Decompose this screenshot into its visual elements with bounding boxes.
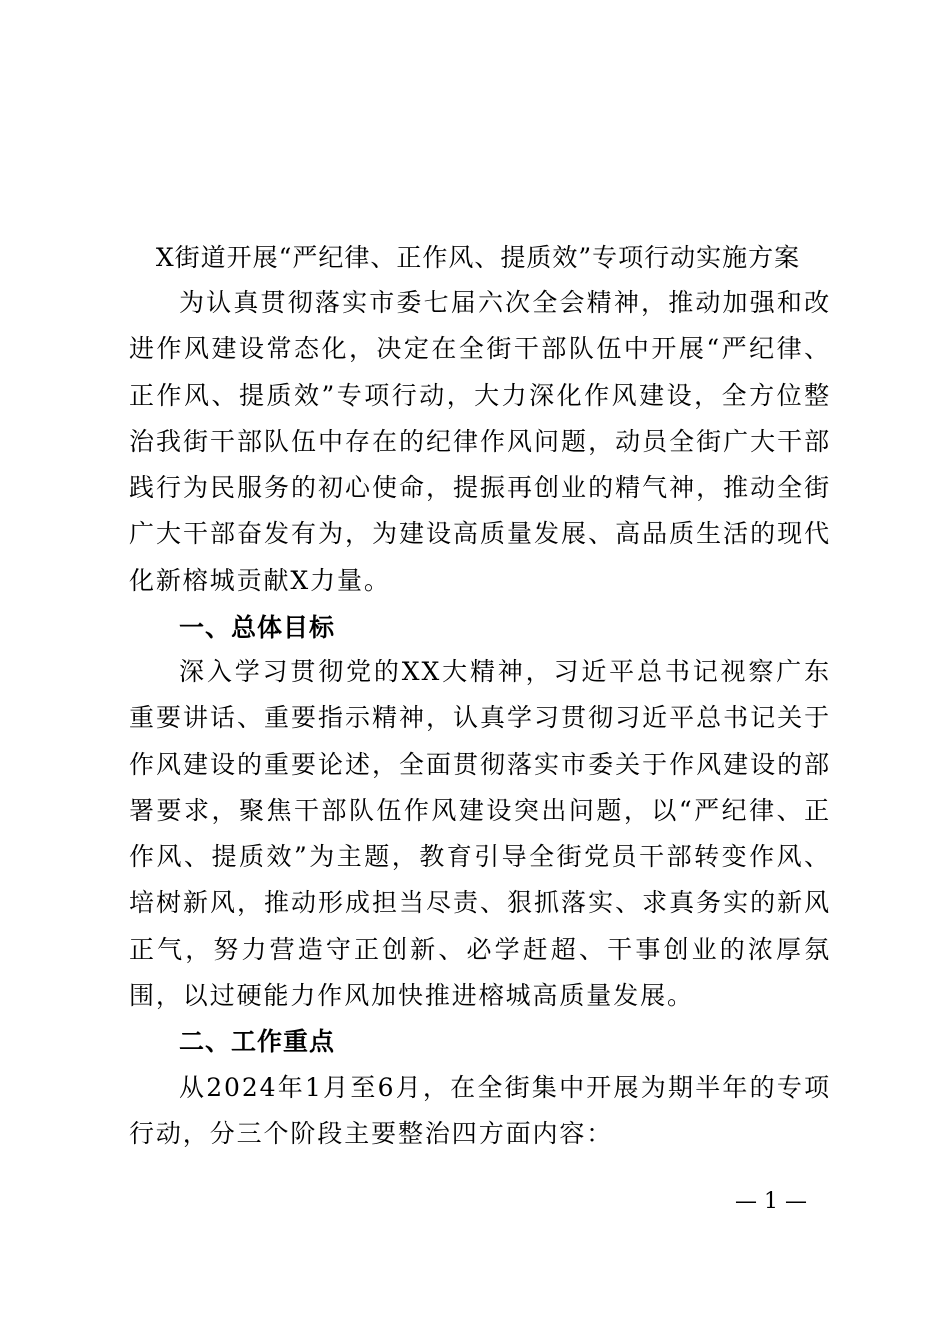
section-heading-overall-goal: 一、总体目标 xyxy=(179,613,336,642)
intro-paragraph: 为认真贯彻落实市委七届六次全会精神，推动加强和改进作风建设常态化，决定在全街干部队伍中开展“严纪律、正作风、提质效”专项行动，大力深化作风建设，全方位整治我街干部队伍中存在的纪律作风问题，动员全街广大干部践行为民服务的初心使命，提振再创业的精气神，推动全街广大干部奋发有为，为建设高质量发展、高品质生活的现代化新榕城贡献X力量。 xyxy=(129,288,831,595)
section-heading-work-focus: 二、工作重点 xyxy=(179,1027,336,1056)
section-body-overall-goal: 深入学习贯彻党的XX大精神，习近平总书记视察广东重要讲话、重要指示精神，认真学习贯彻习近平总书记关于作风建设的重要论述，全面贯彻落实市委关于作风建设的部署要求，聚焦干部队伍作风建设突出问题，以“严纪律、正作风、提质效”为主题，教育引导全街党员干部转变作风、培树新风，推动形成担当尽责、狠抓落实、求真务实的新风正气，努力营造守正创新、必学赶超、干事创业的浓厚氛围，以过硬能力作风加快推进榕城高质量发展。 xyxy=(129,657,831,1011)
section-body-work-focus: 从2024年1月至6月，在全街集中开展为期半年的专项行动，分三个阶段主要整治四方面内容： xyxy=(129,1073,831,1149)
document-title: X街道开展“严纪律、正作风、提质效”专项行动实施方案 xyxy=(155,243,801,272)
page-number: — 1 — xyxy=(735,1189,807,1214)
